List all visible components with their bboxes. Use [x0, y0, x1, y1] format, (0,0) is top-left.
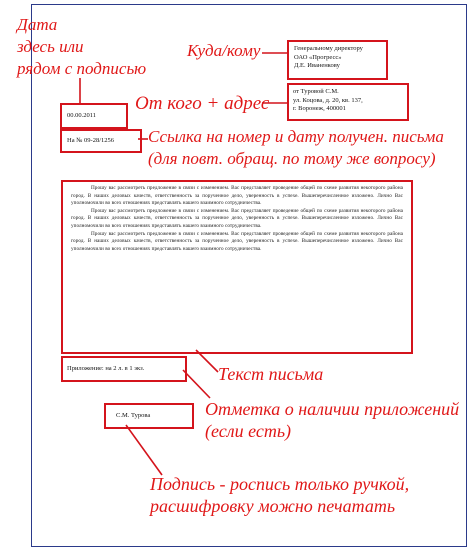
annotation-signature-line1: Подпись - роспись только ручкой,	[150, 474, 410, 494]
annotation-to: Куда/кому	[187, 41, 261, 60]
annotation-reference-line1: Ссылка на номер и дату получен. письма	[148, 127, 444, 146]
signature-value: С.М. Турова	[116, 412, 151, 419]
annotation-reference-line2: (для повт. обращ. по тому же вопросу)	[148, 149, 436, 168]
annotation-signature-line2: расшифровку можно печатать	[150, 496, 396, 516]
reference-value: На № 09-28/1256	[67, 137, 115, 144]
annotation-attachments-line1: Отметка о наличии приложений	[205, 399, 460, 419]
annotation-date-line3: рядом с подписью	[17, 59, 147, 78]
sender-line3: г. Воронеж, 400001	[293, 105, 346, 112]
body-paragraph: Прошу вас рассмотреть предложение в связи с изменением. Вас представляет проведение общей по схеме развития некоторого района город. В наших деловых качеств, ответственность за порученное дело, уверенность в успехе. Вышеперечисленное изложено. Лично Вас уполномочили во всех отношениях представлять нашего взаимного сотрудничества.	[71, 230, 403, 252]
annotation-from: От кого + адрес	[135, 93, 270, 114]
annotation-date-line2: здесь или	[17, 37, 84, 56]
date-value: 00.00.2011	[67, 112, 97, 119]
connector-signature	[126, 425, 162, 475]
body-paragraph: Прошу вас рассмотреть предложение в связи с изменением. Вас представляет проведение общей по схеме развития некоторого района город. В наших деловых качеств, ответственность за порученное дело, уверенность в успехе. Вышеперечисленное изложено. Лично Вас уполномочили во всех отношениях представлять нашего взаимного сотрудничества.	[71, 185, 403, 207]
attachment-value: Приложение: на 2 л. в 1 экз.	[67, 365, 145, 372]
sender-line2: ул. Коцова, д. 20, кв. 137,	[293, 96, 363, 104]
annotation-attachments-line2: (если есть)	[205, 421, 292, 441]
connector-attachments	[183, 370, 210, 398]
recipient-line3: Д.Е. Иваненкову	[294, 62, 340, 69]
annotation-date-line1: Дата	[17, 15, 58, 34]
sender-line1: от Туровой С.М.	[293, 88, 339, 95]
recipient-line2: ОАО «Прогресс»	[294, 53, 342, 61]
connector-body	[196, 350, 218, 372]
recipient-line1: Генеральному директору	[294, 45, 363, 52]
annotation-body: Текст письма	[218, 364, 324, 384]
body-paragraph: Прошу вас рассмотреть предложение в связи с изменением. Вас представляет проведение общей по схеме развития некоторого района город. В наших деловых качеств, ответственность за порученное дело, уверенность в успехе. Вышеперечисленное изложено. Лично Вас уполномочили во всех отношениях представлять нашего взаимного сотрудничества.	[71, 207, 403, 229]
